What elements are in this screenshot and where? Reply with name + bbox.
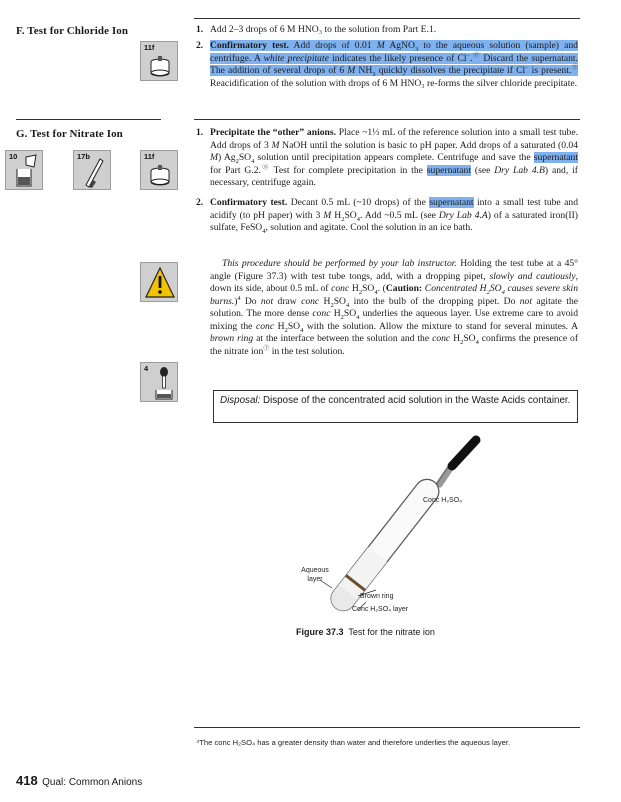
caution-icon-card	[140, 262, 178, 302]
footnote: ⁴The conc H₂SO₄ has a greater density than water and therefore underlies the aqueous layer.	[196, 738, 511, 747]
procedure-paragraph: This procedure should be performed by your lab instructor. Holding the test tube at a 45° angle (Figure 37.3) with test tube tongs, add, with a dropping pipet, slowly and cautiously, down its side, about 0.5 mL of conc $H_2SO_4$. (Caution: Concentrated $H_2SO_4$ causes severe skin burns.)$^4$ Do not draw conc $H_2SO_4$ into the bulb of the dropping pipet. Do not agitate the solution. The more dense conc $H_2SO_4$ underlies the aqueous layer. Use extreme care to avoid mixing the conc $H_2SO_4$ with the solution. Allow the mixture to stand for several minutes. A brown ring at the interface between the solution and the conc $H_2SO_4$ confirms the presence of the nitrate ionⓉ in the test solution.	[210, 258, 579, 357]
section-g-title: G. Test for Nitrate Ion	[16, 128, 123, 140]
figure-test-tube-illustration	[280, 430, 580, 625]
section-g-rule-right	[194, 119, 580, 120]
f-step-1: 1. Add 2–3 drops of 6 M HNO₃ to the solution from Part E.1.	[196, 24, 437, 35]
centrifuge-icon-card-f	[140, 41, 178, 81]
footnote-rule	[194, 727, 580, 728]
section-f-title: F. Test for Chloride Ion	[16, 25, 129, 37]
f-step-2: 2. Confirmatory test. Add drops of 0.01 M AgNO$_3$ to the aqueous solution (sample) and centrifuge. A white precipitate indicates the likely presence of Cl−.Ⓟ Discard the supernatant. The addition of several drops of 6 M $NH_3$ quickly dissolves the precipitate if Cl− is present.Ⓣ Reacidification of the solution with drops of 6 M HNO₃ re-forms the silver chloride precipitate.	[196, 40, 578, 89]
beaker-pour-icon	[6, 151, 44, 191]
caution-icon	[141, 263, 179, 303]
pipet-bulb	[452, 440, 476, 466]
centrifuge-icon-card-g: 11f	[140, 150, 178, 190]
icon-tag: 11f	[144, 43, 155, 52]
g-step-2: 2. Confirmatory test. Decant 0.5 mL (~10 drops) of the supernatant into a small test tube and acidify (to pH paper) with 3 M $H_2SO_4$. Add ~0.5 mL (see Dry Lab 4.A) of a saturated iron(II) sulfate, FeSO$_4$, solution and agitate. Cool the solution in an ice bath.	[196, 197, 578, 235]
figure-label-brown-ring: Brown ring	[360, 593, 394, 600]
highlight-confirmatory: Confirmatory test. Add drops of 0.01 M AgNO$_3$ to the aqueous solution (sample) and centrifuge. A white precipitate indicates the likely presence of Cl−.Ⓟ Discard the supernatant. The addition of several drops of 6 M $NH_3$ quickly dissolves the precipitate if Cl− is present.Ⓣ	[210, 40, 578, 78]
g-step-1: 1. Precipitate the “other” anions. Place ~1⅓ mL of the reference solution into a small test tube. Add drops of 3 M NaOH until the solution is basic to pH paper. Add drops of a saturated (0.04 M) $Ag_2SO_4$ solution until precipitation appears complete. Centrifuge and save the supernatant for Part G.2.Ⓢ Test for complete precipitation in the supernatant (see Dry Lab 4.B) and, if necessary, centrifuge again.	[196, 127, 578, 188]
pipet-icon-card: 4	[140, 362, 178, 402]
figure-label-aqueous: Aqueous layer	[301, 567, 329, 583]
ph-paper-icon-card: 17b	[73, 150, 111, 190]
centrifuge-icon	[141, 42, 179, 82]
figure-label-conc-layer: Conc H₂SO₄ layer	[352, 606, 409, 613]
running-title: Qual: Common Anions	[42, 777, 143, 788]
figure-caption: Figure 37.3 Test for the nitrate ion	[296, 627, 435, 637]
beaker-icon-card: 10	[5, 150, 43, 190]
centrifuge-icon	[141, 151, 179, 191]
page-number: 418	[16, 773, 38, 788]
page-footer	[16, 772, 142, 790]
disposal-text: Dispose of the concentrated acid solution in the Waste Acids container.	[263, 395, 571, 406]
disposal-label: Disposal:	[220, 395, 261, 406]
dropping-pipet-icon	[141, 363, 179, 403]
figure-label-conc: Conc H₂SO₄	[423, 497, 463, 504]
top-rule	[194, 18, 580, 19]
section-g-rule-left	[16, 119, 161, 120]
ph-paper-icon	[74, 151, 112, 191]
disposal-box	[213, 390, 578, 423]
